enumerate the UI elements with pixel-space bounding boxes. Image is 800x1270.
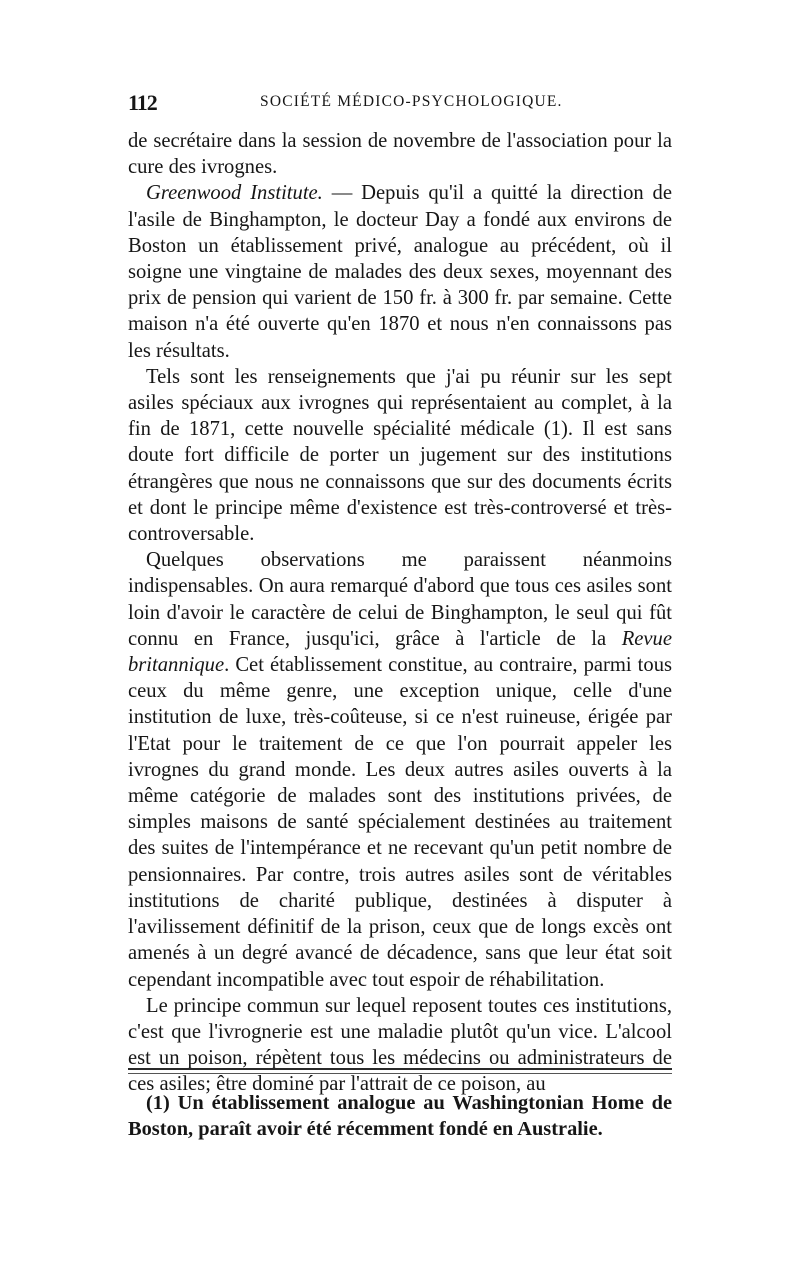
paragraph-observations-part-b: . Cet établissement constitue, au contraire, parmi tous ceux du même genre, une exception unique, celle d'une institution de luxe, très-coûteuse, si ce n'est ruineuse, érigée par l'Etat pour le traitement de ce que l'on pourrait appeler les ivrognes du grand monde. Les deux autres asiles ouverts à la même catégorie de malades sont des institutions privées, de simples maisons de santé spécialement destinées au traitement des suites de l'intempérance et ne recevant qu'un petit nombre de pensionnaires. Par contre, trois autres asiles sont de véritables institutions de charité publique, destinées à disputer à l'avilissement définitif de la prison, ceux que de longs excès ont amenés à un degré avancé de décadence, sans que leur état soit cependant incompatible avec tout espoir de réhabilitation. xyxy=(128,654,672,991)
paragraph-greenwood-text: — Depuis qu'il a quitté la direction de l'asile de Binghampton, le docteur Day a fondé aux environs de Boston un établissement privé, analogue au précédent, où il soigne une vingtaine de malades des deux sexes, moyennant des prix de pension qui varient de 150 fr. à 300 fr. par semaine. Cette maison n'a été ouverte qu'en 1870 et nous n'en connaissons pas les résultats. xyxy=(128,182,672,362)
page-header xyxy=(128,90,672,120)
paragraph-principle: Le principe commun sur lequel reposent toutes ces institutions, c'est que l'ivrognerie est une maladie plutôt qu'un vice. L'alcool est un poison, répètent tous les médecins ou administrateurs de ces asiles; être dominé par l'attrait de ce poison, au xyxy=(128,994,672,1096)
paragraph-greenwood xyxy=(128,180,672,363)
paragraph-observations xyxy=(128,547,672,992)
paragraph-continuation: de secrétaire dans la session de novembre de l'association pour la cure des ivrognes. xyxy=(128,130,672,179)
paragraph-summary: Tels sont les renseignements que j'ai pu réunir sur les sept asiles spéciaux aux ivrognes qui représentaient au complet, à la fin de 1871, cette nouvelle spécialité médicale (1). Il est sans doute fort difficile de porter un jugement sur des institutions étrangères que nous ne connaissons que sur des documents écrits et dont le principe même d'existence est très-controversé et très-controversable. xyxy=(128,365,672,546)
section-title-greenwood: Greenwood Institute. xyxy=(146,182,323,205)
page-number: 112 xyxy=(128,90,157,115)
main-text xyxy=(128,128,672,1098)
journal-title: Revue britannique xyxy=(128,627,672,677)
footnote-divider xyxy=(128,1068,672,1070)
footnote-text: (1) Un établissement analogue au Washingtonian Home de Boston, paraît avoir été récemment fondé en Australie. xyxy=(128,1092,672,1140)
running-head: SOCIÉTÉ MÉDICO-PSYCHOLOGIQUE. xyxy=(260,93,563,110)
paragraph-observations-part-a: Quelques observations me paraissent néanmoins indispensables. On aura remarqué d'abord que tous ces asiles sont loin d'avoir le caractère de celui de Binghampton, le seul qui fût connu en France, jusqu'ici, grâce à l'article de la xyxy=(128,549,672,650)
footnote xyxy=(128,1090,672,1142)
